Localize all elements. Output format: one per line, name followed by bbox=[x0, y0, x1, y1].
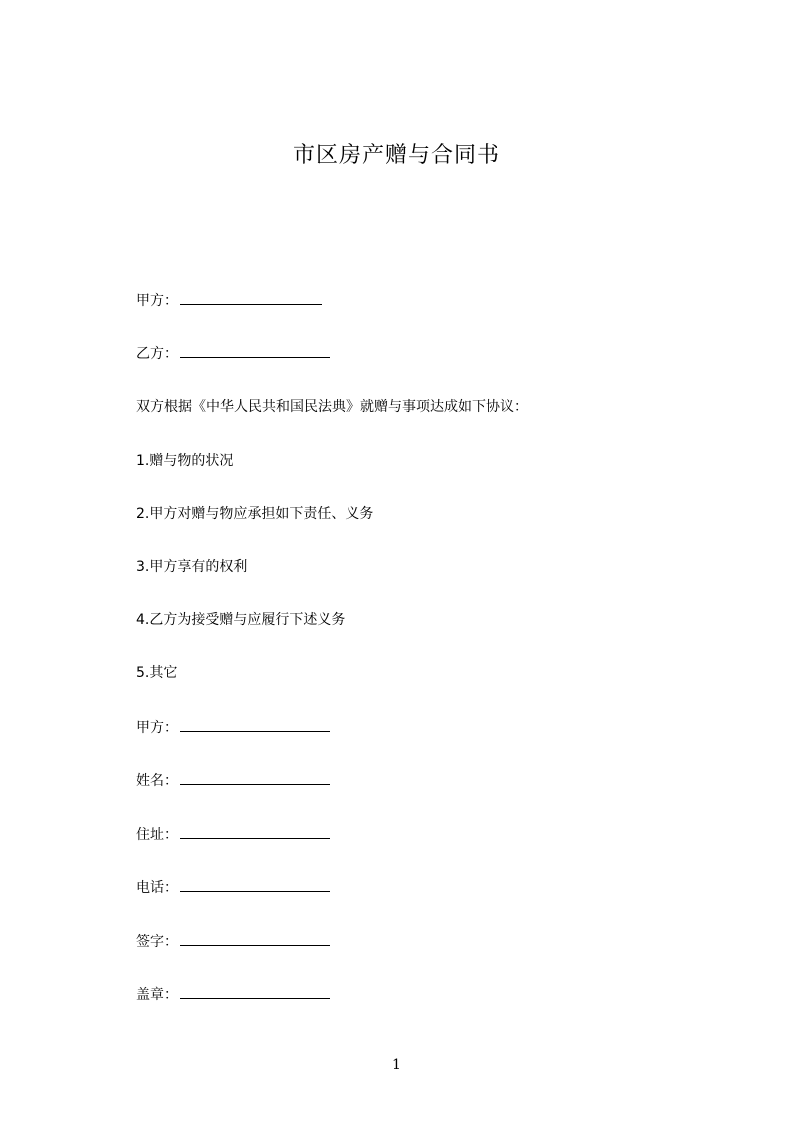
intro-text: 双方根据《中华人民共和国民法典》就赠与事项达成如下协议： bbox=[136, 399, 528, 415]
signature-party-a bbox=[136, 717, 330, 738]
party-a-blank bbox=[180, 290, 322, 305]
clause-3: 3.甲方享有的权利 bbox=[136, 559, 248, 575]
signature-name bbox=[136, 770, 330, 791]
signature-phone-label: 电话： bbox=[136, 880, 178, 896]
party-b-line bbox=[136, 343, 330, 364]
party-b-blank bbox=[180, 343, 330, 358]
signature-address bbox=[136, 824, 330, 845]
signature-party-a-blank bbox=[180, 717, 330, 732]
signature-sign bbox=[136, 931, 330, 952]
signature-name-label: 姓名： bbox=[136, 773, 178, 789]
signature-name-blank bbox=[180, 770, 330, 785]
signature-phone-blank bbox=[180, 877, 330, 892]
clause-1: 1.赠与物的状况 bbox=[136, 453, 234, 469]
signature-sign-label: 签字： bbox=[136, 934, 178, 950]
signature-sign-blank bbox=[180, 931, 330, 946]
signature-address-label: 住址： bbox=[136, 827, 178, 843]
signature-seal-blank bbox=[180, 984, 330, 999]
signature-address-blank bbox=[180, 824, 330, 839]
party-a-line bbox=[136, 290, 322, 311]
page-number: 1 bbox=[392, 1057, 401, 1073]
party-a-label: 甲方： bbox=[136, 293, 178, 309]
party-b-label: 乙方： bbox=[136, 346, 178, 362]
signature-seal-label: 盖章： bbox=[136, 987, 178, 1003]
signature-party-a-label: 甲方： bbox=[136, 720, 178, 736]
clause-5: 5.其它 bbox=[136, 665, 178, 681]
clause-2: 2.甲方对赠与物应承担如下责任、义务 bbox=[136, 506, 374, 522]
document-title: 市区房产赠与合同书 bbox=[292, 143, 500, 168]
clause-4: 4.乙方为接受赠与应履行下述义务 bbox=[136, 612, 346, 628]
signature-phone bbox=[136, 877, 330, 898]
signature-seal bbox=[136, 984, 330, 1005]
